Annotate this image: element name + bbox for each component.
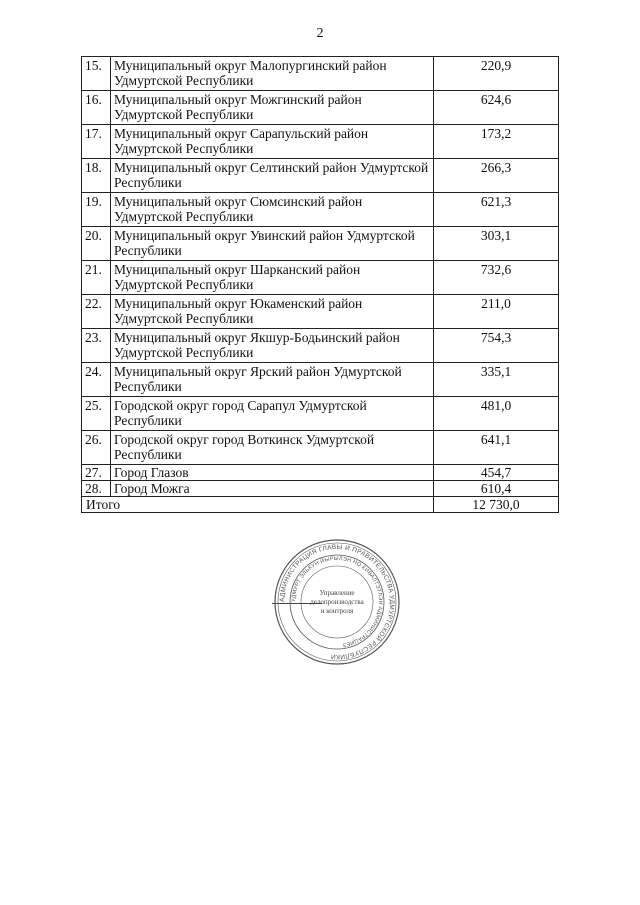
row-number: 27.: [82, 465, 111, 481]
amount-value: 624,6: [434, 91, 559, 125]
official-stamp: [272, 537, 402, 667]
table-row: [82, 57, 559, 91]
municipality-name: Город Можга: [111, 481, 434, 497]
row-number: 28.: [82, 481, 111, 497]
table-row: [82, 227, 559, 261]
amount-value: 220,9: [434, 57, 559, 91]
table-row: [82, 363, 559, 397]
stamp-center-line: делопроизводства: [310, 598, 364, 606]
stamp-center-line: Управление: [319, 589, 355, 597]
amount-value: 335,1: [434, 363, 559, 397]
municipality-name: Город Глазов: [111, 465, 434, 481]
total-value: 12 730,0: [434, 497, 559, 513]
municipality-name: Городской округ город Воткинск Удмуртской Республики: [111, 431, 434, 465]
row-number: 22.: [82, 295, 111, 329]
amount-value: 211,0: [434, 295, 559, 329]
row-number: 15.: [82, 57, 111, 91]
municipality-name: Муниципальный округ Ярский район Удмуртской Республики: [111, 363, 434, 397]
municipality-name: Городской округ город Сарапул Удмуртской Республики: [111, 397, 434, 431]
total-label: Итого: [82, 497, 434, 513]
row-number: 21.: [82, 261, 111, 295]
row-number: 26.: [82, 431, 111, 465]
row-number: 19.: [82, 193, 111, 227]
table-row: [82, 481, 559, 497]
municipality-name: Муниципальный округ Увинский район Удмуртской Республики: [111, 227, 434, 261]
row-number: 23.: [82, 329, 111, 363]
amount-value: 454,7: [434, 465, 559, 481]
row-number: 20.: [82, 227, 111, 261]
stamp-inner-text: УДМУРТ ЭЛЬКУН ЙЫРЫЛЭН НО КИВАЛТЭТЛЭН АДМИНИСТРАЦИЕЗ: [290, 555, 384, 648]
row-number: 18.: [82, 159, 111, 193]
municipality-name: Муниципальный округ Селтинский район Удмуртской Республики: [111, 159, 434, 193]
row-number: 25.: [82, 397, 111, 431]
table-row: [82, 295, 559, 329]
table-row: [82, 193, 559, 227]
table-row: [82, 91, 559, 125]
table-row: [82, 329, 559, 363]
amount-value: 732,6: [434, 261, 559, 295]
amount-value: 641,1: [434, 431, 559, 465]
amount-value: 173,2: [434, 125, 559, 159]
municipality-name: Муниципальный округ Шарканский район Удмуртской Республики: [111, 261, 434, 295]
table-row: [82, 261, 559, 295]
municipality-name: Муниципальный округ Якшур-Бодьинский район Удмуртской Республики: [111, 329, 434, 363]
total-row: [82, 497, 559, 513]
amount-value: 303,1: [434, 227, 559, 261]
stamp-center-line: и контроля: [320, 607, 354, 615]
row-number: 16.: [82, 91, 111, 125]
amount-value: 621,3: [434, 193, 559, 227]
municipality-name: Муниципальный округ Малопургинский район Удмуртской Республики: [111, 57, 434, 91]
stamp-seal: [272, 537, 402, 667]
table-row: [82, 465, 559, 481]
municipality-name: Муниципальный округ Сарапульский район Удмуртской Республики: [111, 125, 434, 159]
amount-value: 266,3: [434, 159, 559, 193]
amount-value: 754,3: [434, 329, 559, 363]
municipality-name: Муниципальный округ Сюмсинский район Удмуртской Республики: [111, 193, 434, 227]
municipality-name: Муниципальный округ Можгинский район Удмуртской Республики: [111, 91, 434, 125]
table-row: [82, 125, 559, 159]
amount-value: 610,4: [434, 481, 559, 497]
allocation-table: [81, 56, 559, 513]
row-number: 17.: [82, 125, 111, 159]
amount-value: 481,0: [434, 397, 559, 431]
table-row: [82, 159, 559, 193]
page-number: 2: [316, 26, 324, 41]
table-row: [82, 431, 559, 465]
row-number: 24.: [82, 363, 111, 397]
table-row: [82, 397, 559, 431]
stamp-outer-text: АДМИНИСТРАЦИЯ ГЛАВЫ И ПРАВИТЕЛЬСТВА УДМУРТСКОЙ РЕСПУБЛИКИ: [278, 543, 396, 661]
municipality-name: Муниципальный округ Юкаменский район Удмуртской Республики: [111, 295, 434, 329]
